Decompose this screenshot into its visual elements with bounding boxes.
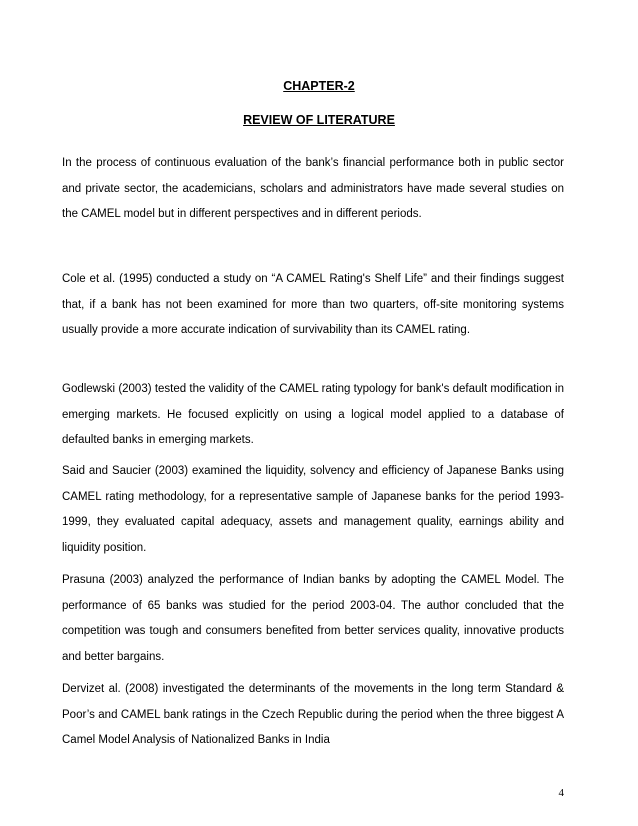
paragraph-cole: Cole et al. (1995) conducted a study on “A CAMEL Rating's Shelf Life” and their findings suggest that, if a bank has not been examined for more than two quarters, off-site monitoring systems usually provide a more accurate indication of survivability than its CAMEL rating. [62, 273, 564, 337]
page-number: 4 [558, 787, 564, 799]
chapter-title-heading: REVIEW OF LITERATURE [243, 113, 395, 127]
paragraph-said-saucier: Said and Saucier (2003) examined the liquidity, solvency and efficiency of Japanese Banks using CAMEL rating methodology, for a representative sample of Japanese banks for the period 1993- 1999, they evaluated capital adequacy, assets and management quality, earnings ability and liquidity position. [62, 465, 564, 555]
paragraph-godlewski: Godlewski (2003) tested the validity of the CAMEL rating typology for bank's default modification in emerging markets. He focused explicitly on using a logical model applied to a database of defaulted banks in emerging markets. [62, 383, 564, 447]
paragraph-dervizet: Dervizet al. (2008) investigated the determinants of the movements in the long term Standard & Poor’s and CAMEL bank ratings in the Czech Republic during the period when the three biggest A Camel Model Analysis of Nationalized Banks in India [62, 683, 564, 747]
paragraph-intro: In the process of continuous evaluation of the bank’s financial performance both in public sector and private sector, the academicians, scholars and administrators have made several studies on the CAMEL model but in different perspectives and in different periods. [62, 157, 564, 221]
paragraph-prasuna: Prasuna (2003) analyzed the performance of Indian banks by adopting the CAMEL Model. The performance of 65 banks was studied for the period 2003-04. The author concluded that the competition was tough and consumers benefited from better services quality, innovative products and better bargains. [62, 574, 564, 664]
chapter-number-heading: CHAPTER-2 [283, 79, 355, 93]
